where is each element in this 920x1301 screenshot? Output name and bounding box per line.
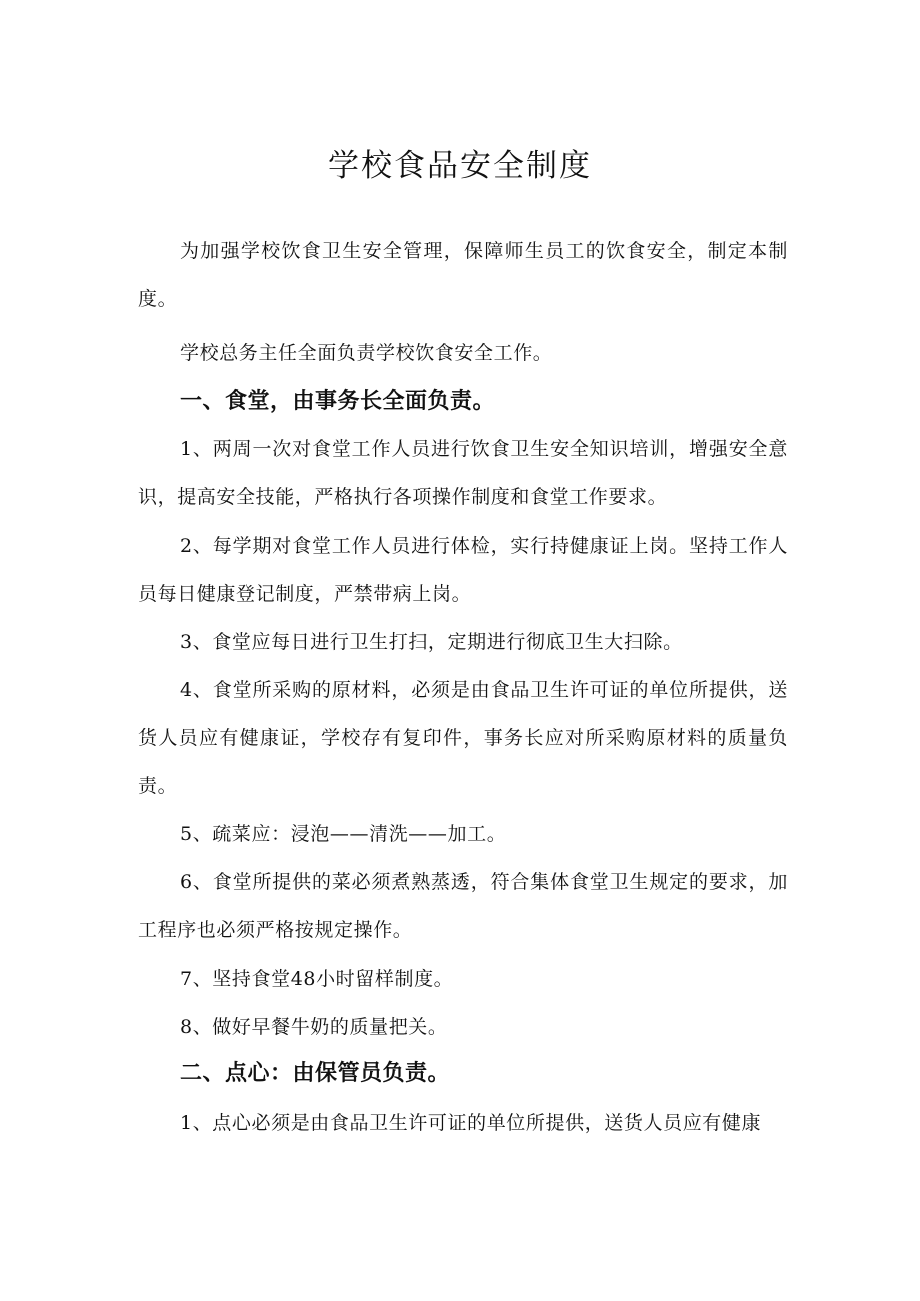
section-1-item-6: 6、食堂所提供的菜必须煮熟蒸透，符合集体食堂卫生规定的要求，加工程序也必须严格按规定操作。 [138, 871, 788, 941]
section-1-item-3: 3、食堂应每日进行卫生打扫，定期进行彻底卫生大扫除。 [180, 631, 683, 653]
section-1-item-8: 8、做好早餐牛奶的质量把关。 [180, 1016, 448, 1038]
section-2-item-1: 1、点心必须是由食品卫生许可证的单位所提供，送货人员应有健康 [180, 1112, 762, 1134]
responsibility-paragraph: 学校总务主任全面负责学校饮食安全工作。 [180, 342, 553, 364]
section-1-item-5: 5、疏菜应：浸泡——清洗——加工。 [180, 823, 507, 845]
section-1-item-1: 1、两周一次对食堂工作人员进行饮食卫生安全知识培训，增强安全意识，提高安全技能，严格执行各项操作制度和食堂工作要求。 [138, 438, 788, 508]
section-1-heading: 一、食堂，由事务长全面负责。 [180, 389, 496, 414]
document-title: 学校食品安全制度 [328, 148, 592, 184]
section-1-item-2: 2、每学期对食堂工作人员进行体检，实行持健康证上岗。坚持工作人员每日健康登记制度，严禁带病上岗。 [138, 535, 788, 605]
intro-paragraph: 为加强学校饮食卫生安全管理，保障师生员工的饮食安全，制定本制度。 [138, 240, 788, 310]
section-2-heading: 二、点心：由保管员负责。 [180, 1061, 451, 1086]
section-1-item-4: 4、食堂所采购的原材料，必须是由食品卫生许可证的单位所提供，送货人员应有健康证，学校存有复印件，事务长应对所采购原材料的质量负责。 [138, 679, 788, 797]
section-1-item-7: 7、坚持食堂48小时留样制度。 [180, 968, 454, 990]
